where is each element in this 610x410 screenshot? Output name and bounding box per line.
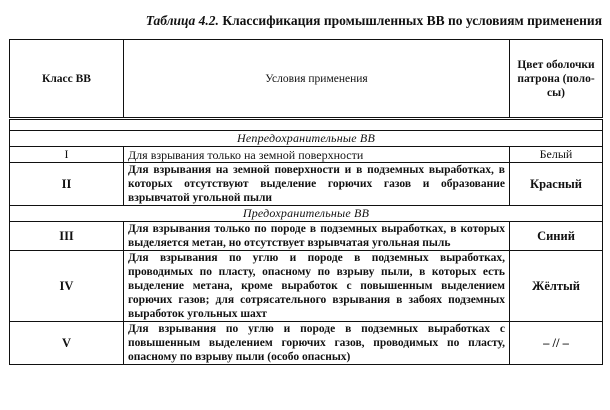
- conditions-cell: Для взрывания по углю и породе в подземных выработках, проводимых по пласту, опасному по взрыву пыли, в которых есть выделение метана, кроме выработок с повышенным выделением горючих газов; для сотрясательного взрывания в забоях подземных выработок угольных шахт: [124, 251, 510, 322]
- conditions-cell: Для взрывания только на земной поверхности: [124, 147, 510, 163]
- table-caption: [0, 13, 602, 29]
- header-spacer-row: [10, 119, 603, 131]
- caption-number: Таблица 4.2.: [145, 13, 219, 28]
- caption-title: Классификация промышленных ВВ по условиям применения: [222, 13, 602, 28]
- color-cell: Синий: [510, 222, 603, 251]
- section-row: [10, 206, 603, 222]
- header-row: [10, 40, 603, 119]
- conditions-cell: Для взрывания по углю и породе в подземных выработках с повышенным выделением горючих газов, проводимых по пласту, опасному по взрыву пыли (особо опасных): [124, 322, 510, 365]
- header-conditions: Условия применения: [124, 40, 510, 119]
- color-cell: Красный: [510, 163, 603, 206]
- table-row: [10, 322, 603, 365]
- section-title: Предохранительные ВВ: [10, 206, 603, 222]
- color-cell: Жёлтый: [510, 251, 603, 322]
- color-cell: – // –: [510, 322, 603, 365]
- spacer-cell: [10, 119, 603, 131]
- section-title: Непредохранительные ВВ: [10, 131, 603, 147]
- class-cell: I: [10, 147, 124, 163]
- classification-table: [9, 39, 603, 365]
- color-cell: Белый: [510, 147, 603, 163]
- class-cell: II: [10, 163, 124, 206]
- header-color: Цвет оболочки патрона (полосы): [510, 40, 603, 119]
- header-class: Класс ВВ: [10, 40, 124, 119]
- conditions-cell: Для взрывания на земной поверхности и в подземных выработках, в которых отсутствуют выделение горючих газов и образование взрывчатой угольной пыли: [124, 163, 510, 206]
- class-cell: III: [10, 222, 124, 251]
- conditions-cell: Для взрывания только по породе в подземных выработках, в которых выделяется метан, но отсутствует взрывчатая угольная пыль: [124, 222, 510, 251]
- table-row: [10, 163, 603, 206]
- table-row: [10, 222, 603, 251]
- class-cell: IV: [10, 251, 124, 322]
- section-row: [10, 131, 603, 147]
- table-row: [10, 251, 603, 322]
- table-row: [10, 147, 603, 163]
- class-cell: V: [10, 322, 124, 365]
